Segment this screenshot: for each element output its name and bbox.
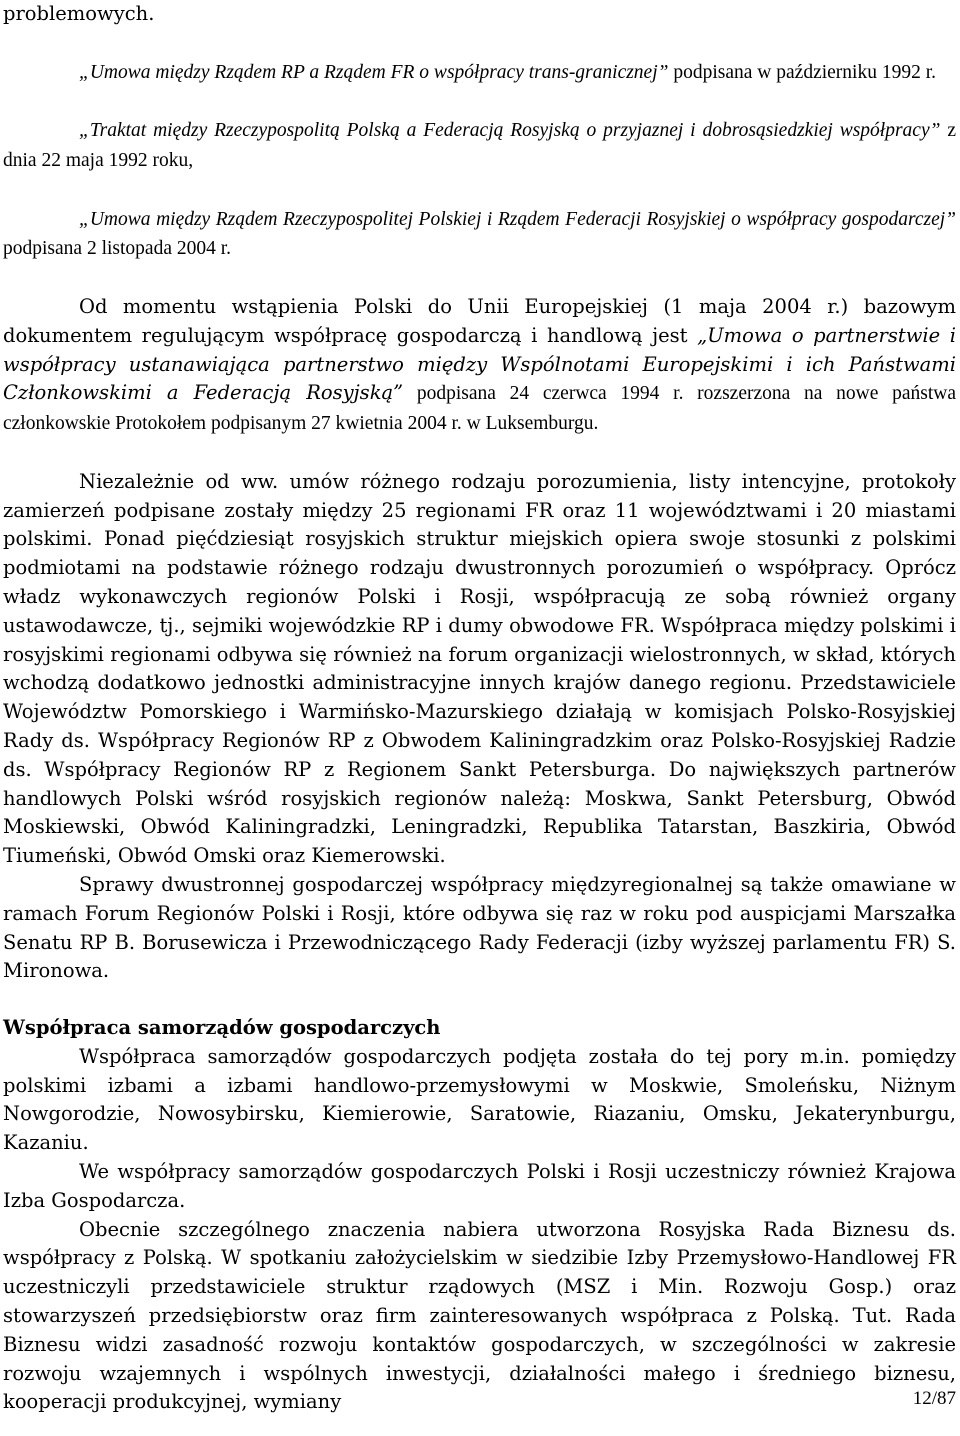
treaty-title: „Traktat między Rzeczypospolitą Polską a Federacją Rosyjską o przyjaznej i dobrosąsiedzkiej współpracy” <box>79 120 941 142</box>
partnership-agreement-title: „Umowa o partnerstwie i współpracy ustanawiająca partnerstwo między Wspólnotami Europejskimi i ich Państwami Członkowskimi a Federacją Rosyjską” <box>3 323 957 405</box>
regional-cooperation-paragraph: Niezależnie od ww. umów różnego rodzaju porozumienia, listy intencyjne, protokoły zamierzeń podpisane zostały między 25 regionami FR oraz 11 województwami i 20 miastami polskimi. Ponad pięćdziesiąt rosyjskich struktur miejskich opiera swoje stosunki z polskimi podmiotami na podstawie różnego rodzaju dwustronnych porozumień o współpracy. Oprócz władz wykonawczych regionów Polski i Rosji, współpracują ze sobą również organy ustawodawcze, tj., sejmiki wojewódzkie RP i dumy obwodowe FR. Współpraca między polskimi i rosyjskimi regionami odbywa się również na forum organizacji wielostronnych, w skład, których wchodzą dodatkowo jednostki administracyjne innych krajów danego regionu. Przedstawiciele Województw Pomorskiego i Warmińsko-Mazurskiego działają w komisjach Polsko-Rosyjskiej Rady ds. Współpracy Regionów RP z Obwodem Kaliningradzkim oraz Polsko-Rosyjskiej Radzie ds. Współpracy Regionów RP z Regionem Sankt Petersburga. Do największych partnerów handlowych Polski wśród rosyjskich regionów należą: Moskwa, Sankt Petersburg, Obwód Moskiewski, Obwód Kaliningradzki, Leningradzki, Republika Tatarstan, Baszkiria, Obwód Tiumeński, Obwód Omski oraz Kiemerowski. <box>3 469 956 868</box>
eu-accession-paragraph <box>3 293 956 439</box>
economic-agreement-paragraph <box>3 205 956 265</box>
economic-agreement-date: podpisana 2 listopada 2004 r. <box>3 238 232 260</box>
partnership-agreement-details: podpisana 24 czerwca 1994 r. rozszerzona na nowe państwa członkowskie Protokołem podpisanym 27 kwietnia 2004 r. w Luksemburgu. <box>3 383 957 435</box>
chambers-paragraph: Współpraca samorządów gospodarczych podjęta została do tej pory m.in. pomiędzy polskimi izbami a izbami handlowo-przemysłowymi w Moskwie, Smoleńsku, Niżnym Nowgorodzie, Nowosybirsku, Kiemierowie, Saratowie, Riazaniu, Omsku, Jekaterynburgu, Kazaniu. <box>3 1044 956 1155</box>
agreement-title: „Umowa między Rządem RP a Rządem FR o współpracy trans-granicznej” <box>79 61 669 83</box>
economic-agreement-title: „Umowa między Rządem Rzeczypospolitej Polskiej i Rządem Federacji Rosyjskiej o współpracy gospodarczej” <box>79 208 956 230</box>
paragraph-continuation: problemowych. <box>3 2 155 25</box>
eu-accession-text: Od momentu wstąpienia Polski do Unii Europejskiej (1 maja 2004 r.) bazowym dokumentem regulującym współpracę gospodarczą i handlową jest <box>3 294 956 347</box>
agreement-1992-paragraph <box>3 58 956 88</box>
page-number: 12/87 <box>912 1388 956 1409</box>
section-heading: Współpraca samorządów gospodarczych <box>3 1016 441 1040</box>
national-chamber-paragraph: We współpracy samorządów gospodarczych Polski i Rosji uczestniczy również Krajowa Izba Gospodarcza. <box>3 1160 956 1212</box>
treaty-date: z dnia 22 maja 1992 roku, <box>3 120 956 171</box>
agreement-date: podpisana w październiku 1992 r. <box>668 61 936 83</box>
business-council-paragraph: Obecnie szczególnego znaczenia nabiera utworzona Rosyjska Rada Biznesu ds. współpracy z Polską. W spotkaniu założycielskim w siedzibie Izby Przemysłowo-Handlowej FR uczestniczyli przedstawiciele struktur rządowych (MSZ i Min. Rozwoju Gosp.) oraz stowarzyszeń przedsiębiorstw oraz firm zainteresowanych współpraca z Polską. Tut. Rada Biznesu widzi zasadność rozwoju kontaktów gospodarczych, w szczególności w zakresie rozwoju wzajemnych i wspólnych inwestycji, działalności małego i średniego biznesu, kooperacji produkcyjnej, wymiany <box>3 1217 956 1414</box>
forum-paragraph: Sprawy dwustronnej gospodarczej współpracy międzyregionalnej są także omawiane w ramach Forum Regionów Polski i Rosji, które odbywa się raz w roku pod auspicjami Marszałka Senatu RP B. Borusewicza i Przewodniczącego Rady Federacji (izby wyższej parlamentu FR) S. Mironowa. <box>3 872 956 983</box>
treaty-paragraph <box>3 116 956 176</box>
